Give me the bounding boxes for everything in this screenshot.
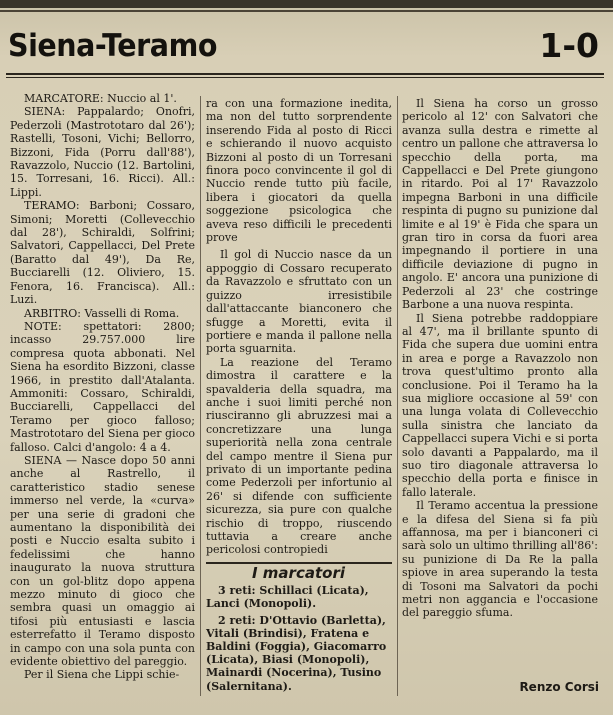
headline-rule [6,73,604,75]
body-paragraph: Il Siena potrebbe raddoppiare al 47', ma il brillante spunto di Fida che supera due uomini entra in area e porge a Ravazzolo non trova quest'ultimo pronto alla conclusione. Poi il Teramo ha la sua migliore occasione al 59' con una lunga volata di Collevecchio sulla sinistra che lanciato da Cappellacci supera Vichi e si porta solo davanti a Pappalardo, ma il suo tiro diagonale attraversa lo specchio della porta e finisce in fallo laterale. [402,311,598,499]
top-border [0,0,613,8]
scorers-box [206,562,392,697]
body-paragraph: Il Siena ha corso un grosso pericolo al 12' con Salvatori che avanza sulla destra e rimette al centro un pallone che attraversa lo specchio della porta, ma Cappellacci e Del Prete giungono in ritardo. Poi al 17' Ravazzolo impegna Barboni in una difficile respinta di pugno su punizione dal limite e al 19' è Fida che spara un gran tiro in corsa da fuori area impegnando il portiere in una difficile deviazione di pugno in angolo. E' ancora una punizione di Pederzoli al 23' che costringe Barbone a una nuova respinta. [402,97,598,312]
body-paragraph: La reazione del Teramo dimostra il carattere e la spavalderia della squadra, ma anche i suoi limiti perché non riusciranno gli abruzzesi mai a concretizzare una lunga superiorità nella zona centrale del campo mentre il Siena pur privato di un importante pedina come Pederzoli per infortunio al 26' si difende con sufficiente sicurezza, sia pure con qualche rischio di troppo, riuscendo tuttavia a creare anche pericolosi contropiedi [206,355,392,557]
body-paragraph: SIENA — Nasce dopo 50 anni anche al Rastrello, il caratteristico stadio senese immerso nel verde, la «curva» per una serie di gradoni che aumentano la disponibilità dei posti e Nuccio esalta subito i fedelissimi che hanno inaugurato la nuova struttura con un gol-blitz dopo appena mezzo minuto di gioco che sembra quasi un omaggio ai tifosi più entusiasti e lascia esterrefatto il Teramo disposto in campo con una sola punta con evidente obiettivo del pareggio. [10,453,195,669]
headline-rule-thin [6,77,604,78]
headline: Siena-Teramo [8,28,217,64]
column-separator [200,96,201,696]
column-2 [206,97,392,557]
column-1 [10,92,195,682]
author-byline: Renzo Corsi [519,680,599,694]
scorers-line: 3 reti: Schillaci (Licata), Lanci (Monopoli). [206,584,369,611]
scorers-line: 2 reti: D'Ottavio (Barletta), Vitali (Brindisi), Fratena e Baldini (Foggia), Giacomarro (Licata), Biasi (Monopoli), Mainardi (Nocerina), Tusino (Salernitana). [206,613,387,693]
referee-line: ARBITRO: Vasselli di Roma. [24,306,180,320]
body-paragraph: Il Teramo accentua la pressione e la difesa del Siena si fa più affannosa, ma per i bianconeri ci sarà solo un ultimo thrilling all'86': su punizione di Da Re la palla spiove in area superando la testa di Tosoni ma Salvatori da pochi metri non aggancia e l'occasione del pareggio sfuma. [402,499,598,620]
top-border-thin [0,10,613,12]
body-paragraph: Per il Siena che Lippi schie- [24,668,180,682]
body-paragraph: ra con una formazione inedita, ma non del tutto sorprendente inserendo Fida al posto di Ricci e schierando il nuovo acquisto Bizzoni al posto di un Torresani finora poco convincente il gol di Nuccio rende tutto più facile, libera i giocatori da quella soggezione psicologica che aveva reso difficili le precedenti prove [206,97,392,245]
scorers-title: I marcatori [252,564,345,582]
teramo-lineup: TERAMO: Barboni; Cossaro, Simoni; Moretti (Collevecchio dal 28'), Schiraldi, Solfrini; Salvatori, Cappellacci, Del Prete (Baratto dal 49'), Da Re, Bucciarelli (12. Oliviero, 15. Fenora, 16. Francisca). All.: Luzi. [10,199,195,307]
column-3 [402,97,598,620]
column-separator [397,96,398,696]
siena-lineup: SIENA: Pappalardo; Onofri, Pederzoli (Mastrototaro dal 26'); Rastelli, Tosoni, Vichi; Bellorro, Bizzoni, Fida (Porru dall'88'), Ravazzolo, Nuccio (12. Bartolini, 15. Torresani, 16. Ricci). All.: Lippi. [10,105,195,199]
body-paragraph: Il gol di Nuccio nasce da un appoggio di Cossaro recuperato da Ravazzolo e sfruttato con un guizzo irresistibile dall'attaccante bianconero che sfugge a Moretti, evita il portiere e manda il pallone nella porta sguarnita. [206,248,392,356]
notes-paragraph: NOTE: spettatori: 2800; incasso 29.757.000 lire compresa quota abbonati. Nel Siena ha esordito Bizzoni, classe 1966, in prestito dall'Atalanta. Ammoniti: Cossaro, Schiraldi, Bucciarelli, Cappellacci del Teramo per gioco falloso; Mastrototaro del Siena per gioco falloso. Calci d'angolo: 4 a 4. [10,319,195,454]
match-score: 1-0 [539,26,599,65]
scorer-line: MARCATORE: Nuccio al 1'. [24,92,177,105]
